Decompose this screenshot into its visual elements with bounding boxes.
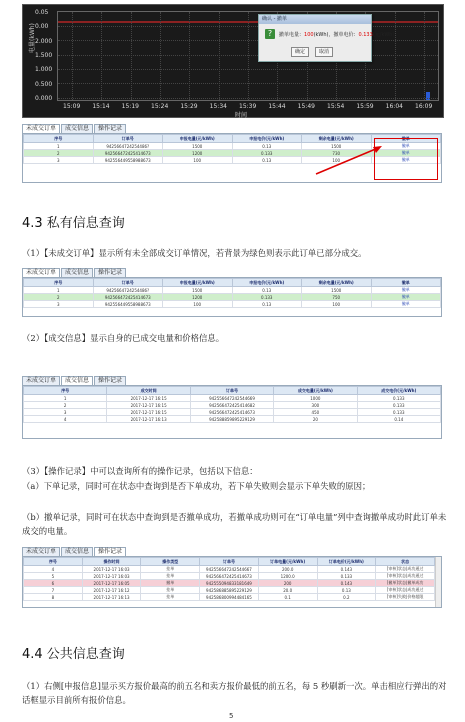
column-header[interactable]: 剩余电量(元/kWh) [302,135,372,143]
table-cell: 9425664724254486? [93,143,163,150]
table-cell: 0.143 [317,580,376,587]
table-cell: 5 [24,573,83,580]
tab-trades[interactable]: 成交信息 [61,376,93,385]
table-cell: 1 [24,287,94,294]
x-tick-label: 15:09 [63,103,81,110]
column-header[interactable]: 序号 [24,279,94,287]
table-cell: 200.0 [258,566,317,573]
y-tick-label: 0.500 [35,80,53,88]
column-header[interactable]: 申报电价(元/kWh) [232,135,302,143]
tab-bar [22,547,442,556]
trades-grid [22,385,442,439]
column-header[interactable]: 订单电价(元/kWh) [317,558,376,566]
table-cell: 挂单 [141,587,200,594]
table-cell: 撤单 [141,580,200,587]
dialog-msg-qty: 100 [304,32,314,38]
table-cell: 20 [274,416,357,423]
column-header[interactable]: 成交电量(元/kWh) [274,387,357,395]
table-row[interactable] [24,587,435,594]
x-tick-label: 15:44 [268,103,286,110]
table-cell: 4 [24,416,107,423]
cancel-button[interactable]: 取消 [315,47,333,57]
tab-trades[interactable]: 成交信息 [61,124,93,133]
table-cell: 2017-12-17 16:12 [82,587,141,594]
table-cell: 0.13 [232,287,302,294]
y-tick-label: 1.500 [35,51,53,59]
grid-line [58,69,438,70]
grid-line [58,40,438,41]
x-tick-label: 15:24 [151,103,169,110]
dialog-message [279,31,394,38]
column-header[interactable]: 成交时间 [107,387,190,395]
y-tick-label: 1.000 [35,66,53,74]
cancel-order-link[interactable]: 撤单 [371,301,441,308]
trades-table [23,386,441,423]
paragraph-3a: （3）【操作记录】中可以查询所有的操作记录，包括以下信息： [22,466,258,476]
column-header[interactable]: 剩余电量(元/kWh) [302,279,372,287]
tab-unfilled-orders[interactable]: 未成交订单 [22,124,60,133]
table-cell: 942566472425414673 [190,409,273,416]
table-row[interactable] [24,294,441,301]
table-cell: 730 [302,150,372,157]
table-header-row [24,558,435,566]
tab-unfilled-orders[interactable]: 未成交订单 [22,268,60,277]
tab-bar [22,268,442,277]
paragraph-3c: （b）撤单记录，同时可在状态中查询到是否撤单成功，若撤单成功则可在“订单电量”列中查询撤单成功时此订单未成交的电量。 [22,512,447,536]
table-cell: 2017-12-17 16:15 [107,409,190,416]
column-header[interactable]: 成交电价(元/kWh) [357,387,440,395]
table-cell: 3 [24,157,94,164]
table-cell: 0.133 [357,395,440,402]
cancel-order-link[interactable]: 撤单 [371,143,441,150]
ok-button[interactable]: 确定 [291,47,309,57]
table-cell: 942566472425414673 [200,573,259,580]
plot-area [57,11,439,101]
table-cell: 0.133 [357,402,440,409]
table-cell: 1500 [302,287,372,294]
x-tick-label: 15:34 [209,103,227,110]
table-row[interactable] [24,416,441,423]
table-cell: 942555094833181649 [200,580,259,587]
table-cell: 200 [258,580,317,587]
y-axis-title: 电量(kWh) [29,23,36,53]
section-4-4-title: 4.4 公共信息查询 [22,647,125,662]
table-cell: 2 [24,294,94,301]
table-cell: 942588859895229129 [190,416,273,423]
table-row[interactable] [24,580,435,587]
table-cell: 6 [24,580,83,587]
column-header[interactable]: 订单号 [200,558,259,566]
column-header[interactable]: 订单号 [93,135,163,143]
table-cell: 挂单 [141,594,200,601]
table-cell: 942566472425414682 [190,402,273,409]
column-header[interactable]: 序号 [24,387,107,395]
table-cell: 1200.0 [258,573,317,580]
cancel-order-link[interactable]: 撤单 [371,287,441,294]
column-header[interactable]: 申报电价(元/kWh) [232,279,302,287]
paragraph-2: （2）【成交信息】显示自身的已成交电量和价格信息。 [22,333,225,343]
column-header[interactable]: 序号 [24,558,83,566]
table-cell: 1 [24,143,94,150]
tab-unfilled-orders[interactable]: 未成交订单 [22,547,60,556]
question-icon: ? [265,29,275,39]
table-header-row [24,279,441,287]
paragraph-3b: （a）下单记录，同时可在状态中查询到是否下单成功，若下单失败则会显示下单失败的原因； [22,481,371,491]
table-cell: 0.13 [232,143,302,150]
table-cell: 0.133 [232,150,302,157]
table-cell: [审核]状态|成功通过 [376,566,435,573]
table-cell: [审核]失败|价格超限 [376,594,435,601]
table-row[interactable] [24,573,435,580]
y-tick-label: 2.000 [35,37,53,45]
y-tick-label: 0.00 [35,23,49,31]
column-header[interactable]: 订单电量(元/kWh) [258,558,317,566]
orders-panel-1 [22,124,442,183]
table-cell: 9425664724254486? [93,287,163,294]
table-cell: 1500 [163,143,233,150]
orders-grid-2 [22,277,442,317]
x-tick-label: 16:09 [415,103,433,110]
table-row[interactable] [24,395,441,402]
y-tick-label: 0.000 [35,94,53,102]
column-header[interactable]: 订单号 [190,387,273,395]
column-header[interactable]: 序号 [24,135,94,143]
table-cell: 2017-12-17 16:13 [107,416,190,423]
orders-panel-2 [22,268,442,317]
dialog-msg-suffix: (元/kWh) [372,32,395,38]
grid-line [58,83,438,84]
paragraph-4: （1）右侧[申报信息]显示买方报价最高的前五名和卖方报价最低的前五名，每 5 秒刷新一次。单击相应行弹出的对话框显示目前所有报价信息。 [22,681,447,705]
tab-operation-log[interactable]: 操作记录 [94,124,126,133]
table-cell: 0.14 [357,416,440,423]
y-tick-label: 0.05 [35,9,49,16]
table-cell: 942556647242544669 [190,395,273,402]
orders-table-2 [23,278,441,308]
table-cell: 100 [163,301,233,308]
table-row[interactable] [24,402,441,409]
column-header[interactable]: 申报电量(元/kWh) [163,135,233,143]
dialog-msg-mid: (kWh)，撤单电价： [313,32,359,38]
table-cell: [审核]状态|成功通过 [376,573,435,580]
table-cell: 100 [302,301,372,308]
table-cell: 942556449558988673 [93,157,163,164]
section-4-3-title: 4.3 私有信息查询 [22,216,125,231]
tab-trades[interactable]: 成交信息 [61,268,93,277]
operation-log-table [23,557,435,601]
x-tick-label: 15:14 [92,103,110,110]
confirm-cancel-dialog [258,14,395,62]
tab-operation-log[interactable]: 操作记录 [94,376,126,385]
table-cell: 100 [163,157,233,164]
table-cell: 1 [24,395,107,402]
cancel-order-link[interactable]: 撤单 [371,294,441,301]
table-cell: 1200 [163,150,233,157]
column-header[interactable]: 订单号 [93,279,163,287]
table-cell: 8 [24,594,83,601]
tab-unfilled-orders[interactable]: 未成交订单 [22,376,60,385]
x-tick-label: 16:04 [385,103,403,110]
grid-line [58,26,438,27]
table-cell: 0.2 [317,594,376,601]
tab-trades[interactable]: 成交信息 [61,547,93,556]
table-row[interactable] [24,566,435,573]
table-cell: 942566472425414673 [93,150,163,157]
x-tick-label: 15:54 [327,103,345,110]
tab-bar [22,124,442,133]
table-cell: 20.0 [258,587,317,594]
grid-line [58,98,438,99]
table-cell: [审核]状态|成功通过 [376,587,435,594]
grid-line [58,55,438,56]
x-tick-label: 15:29 [180,103,198,110]
price-chart [22,4,444,118]
table-row[interactable] [24,594,435,601]
table-cell: 1000 [274,395,357,402]
table-row[interactable] [24,409,441,416]
table-cell: 942586885895229129 [200,587,259,594]
table-row[interactable] [24,287,441,294]
table-cell: 300 [274,402,357,409]
table-cell: 7 [24,587,83,594]
table-cell: 0.133 [357,409,440,416]
table-cell: 0.143 [317,566,376,573]
tab-operation-log[interactable]: 操作记录 [94,547,126,556]
tab-bar [22,376,442,385]
dialog-title: 确认 - 撤单 [259,15,371,24]
table-cell: 2 [24,150,94,157]
table-header-row [24,387,441,395]
x-tick-label: 15:39 [239,103,257,110]
column-header[interactable]: 操作类型 [141,558,200,566]
table-cell: 2017-12-17 16:03 [82,573,141,580]
table-cell: 2017-12-17 16:15 [107,395,190,402]
column-header[interactable]: 操作时间 [82,558,141,566]
table-cell: 0.1 [258,594,317,601]
table-cell: 0.13 [317,587,376,594]
table-cell: 3 [24,409,107,416]
table-cell: [撤单]状态|撤单成功 [376,580,435,587]
x-tick-label: 15:59 [356,103,374,110]
scrollbar[interactable] [435,557,441,607]
dialog-msg-price: 0.133 [358,32,373,38]
table-cell: 挂单 [141,573,200,580]
column-header[interactable]: 状态 [376,558,435,566]
table-cell: 2017-12-17 16:03 [82,566,141,573]
table-cell: 100 [302,157,372,164]
table-row[interactable] [24,301,441,308]
table-cell: 942556449558988673 [93,301,163,308]
dialog-msg-prefix: 撤单电量： [279,32,305,38]
table-cell: 0.133 [317,573,376,580]
table-cell: 1500 [302,143,372,150]
table-cell: 0.13 [232,301,302,308]
cancel-order-link[interactable]: 撤单 [371,157,441,164]
table-cell: 942586800994484165 [200,594,259,601]
column-header[interactable]: 撤单 [371,279,441,287]
trades-panel [22,376,442,439]
table-cell: 挂单 [141,566,200,573]
table-cell: 450 [274,409,357,416]
table-cell: 1200 [163,294,233,301]
arrow-icon [312,140,392,180]
table-cell: 4 [24,566,83,573]
volume-bar [426,92,430,100]
x-axis-title: 时间 [235,112,248,119]
column-header[interactable]: 撤单 [371,135,441,143]
tab-operation-log[interactable]: 操作记录 [94,268,126,277]
table-cell: 2017-12-17 16:05 [82,580,141,587]
table-cell: 1500 [163,287,233,294]
table-cell: 750 [302,294,372,301]
cancel-order-link[interactable]: 撤单 [371,150,441,157]
x-tick-label: 15:19 [121,103,139,110]
page-number: 5 [229,712,234,720]
x-tick-label: 15:49 [297,103,315,110]
paragraph-1: （1）【未成交订单】显示所有未全部成交订单情况，若背景为绿色则表示此订单已部分成交。 [22,248,367,258]
table-cell: 942566472425414673 [93,294,163,301]
table-cell: 0.13 [232,157,302,164]
operation-log-panel [22,547,442,608]
table-cell: 2017-12-17 16:15 [107,402,190,409]
table-cell: 2 [24,402,107,409]
table-cell: 942556647242544667 [200,566,259,573]
operation-log-grid [22,556,442,608]
table-cell: 2017-12-17 16:13 [82,594,141,601]
table-cell: 3 [24,301,94,308]
table-cell: 0.133 [232,294,302,301]
column-header[interactable]: 申报电量(元/kWh) [163,279,233,287]
